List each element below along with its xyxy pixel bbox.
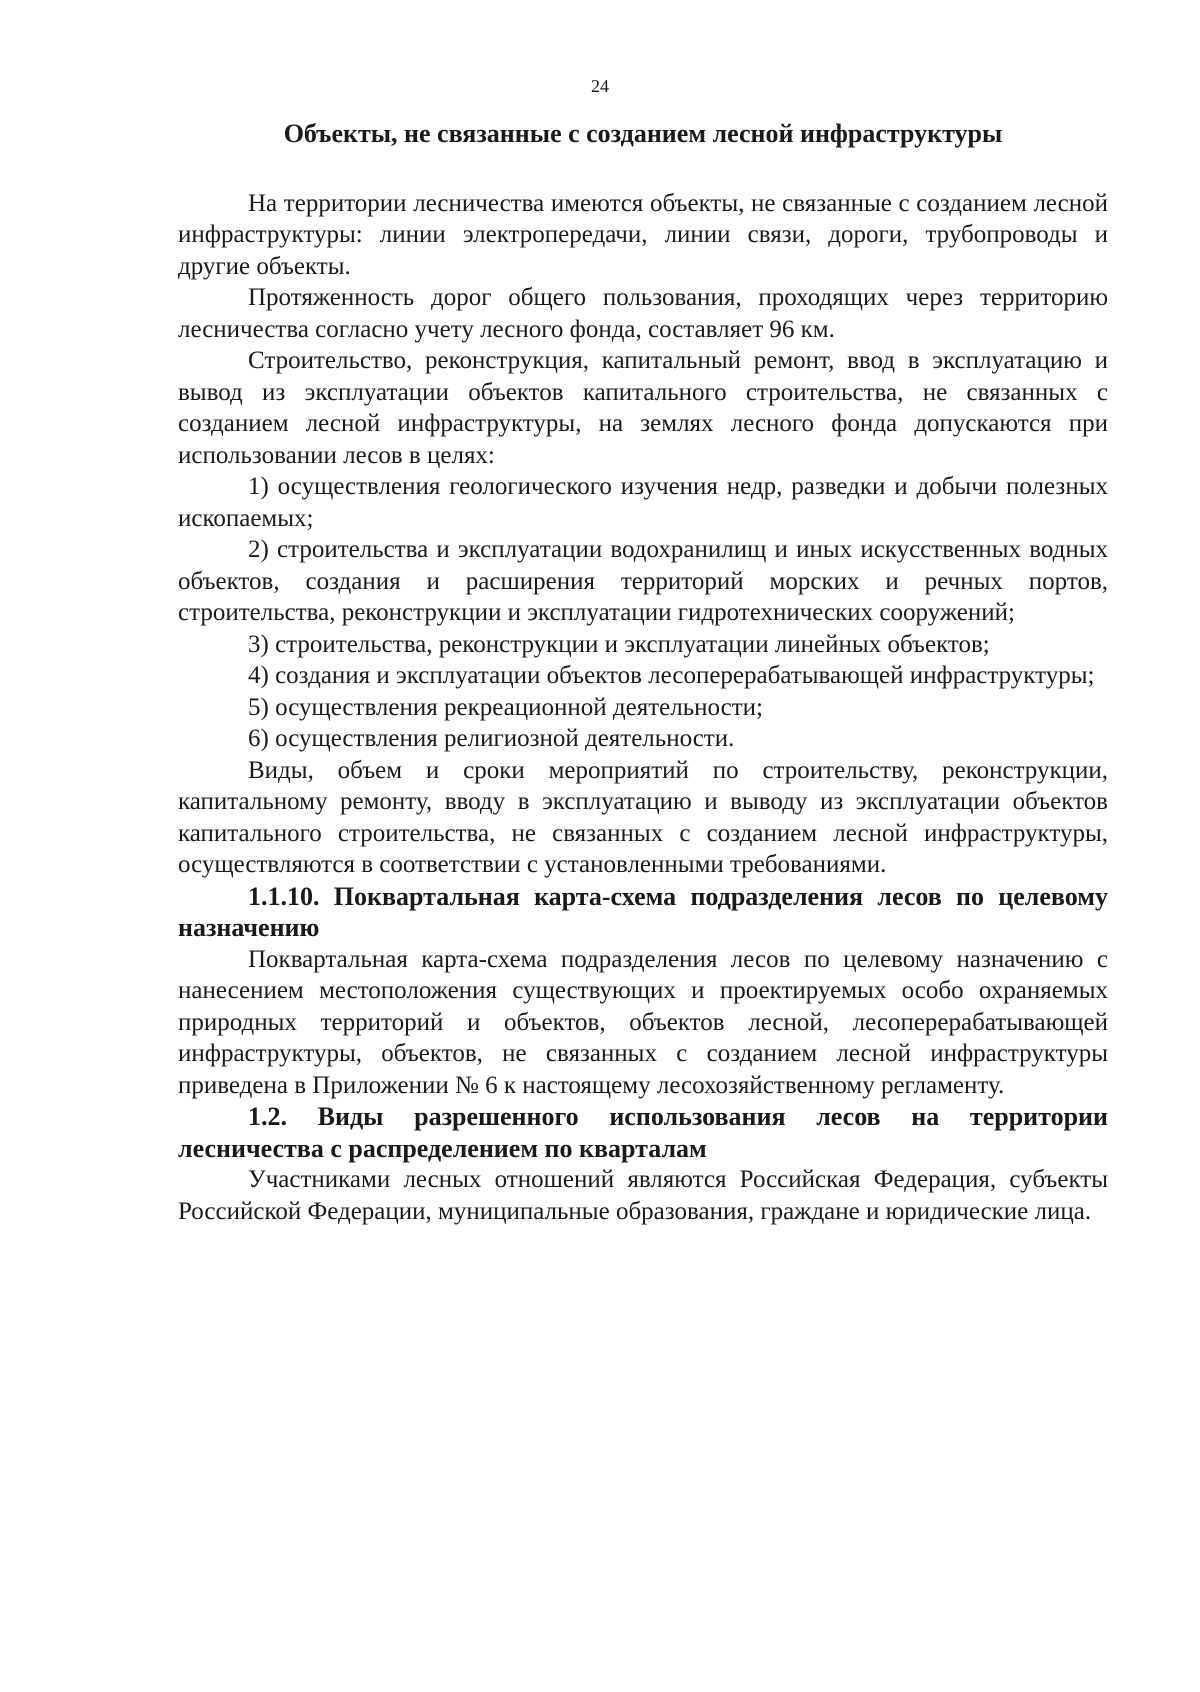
paragraph: Протяженность дорог общего пользования, проходящих через территорию лесничества согласно учету лесного фонда, составляет 96 км. [178,284,1108,343]
paragraph: Участниками лесных отношений являются Российская Федерация, субъекты Российской Федерации, муниципальные образования, граждане и юридические лица. [178,1166,1108,1225]
heading-1-1-10: 1.1.10. Поквартальная карта-схема подразделения лесов по целевому назначению [178,881,1108,942]
heading-1-2: 1.2. Виды разрешенного использования лесов на территории лесничества с распределением по кварталам [178,1102,1108,1163]
list-item: 5) осуществления рекреационной деятельности; [248,693,763,721]
list-item: 4) создания и эксплуатации объектов лесоперерабатывающей инфраструктуры; [248,662,1095,689]
list-item: 2) строительства и эксплуатации водохранилищ и иных искусственных водных объектов, создания и расширения территорий морских и речных портов, строительства, реконструкции и эксплуатации гидротехнических сооружений; [178,536,1108,626]
paragraph: Поквартальная карта-схема подразделения лесов по целевому назначению с нанесением местоположения существующих и проектируемых особо охраняемых природных территорий и объектов, объектов лесной, лесоперерабатывающей инфраструктуры, объектов, не связанных с созданием лесной инфраструктуры приведена в Приложении № 6 к настоящему лесохозяйственному регламенту. [178,945,1108,1099]
document-body [178,118,1108,1227]
list-item: 6) осуществления религиозной деятельности. [248,725,735,752]
list-item: 3) строительства, реконструкции и эксплуатации линейных объектов; [248,630,990,658]
page-number: 24 [591,76,609,96]
section-title: Объекты, не связанные с созданием лесной инфраструктуры [283,119,1003,148]
paragraph: Виды, объем и сроки мероприятий по строительству, реконструкции, капитальному ремонту, вводу в эксплуатацию и выводу из эксплуатации объектов капитального строительства, не связанных с созданием лесной инфраструктуры, осуществляются в соответствии с установленными требованиями. [178,756,1108,878]
paragraph: Строительство, реконструкция, капитальный ремонт, ввод в эксплуатацию и вывод из эксплуатации объектов капитального строительства, не связанных с созданием лесной инфраструктуры, на землях лесного фонда допускаются при использовании лесов в целях: [178,347,1108,469]
list-item: 1) осуществления геологического изучения недр, разведки и добычи полезных ископаемых; [178,473,1108,532]
paragraph: На территории лесничества имеются объекты, не связанные с созданием лесной инфраструктуры: линии электропередачи, линии связи, дороги, трубопроводы и другие объекты. [178,189,1108,280]
